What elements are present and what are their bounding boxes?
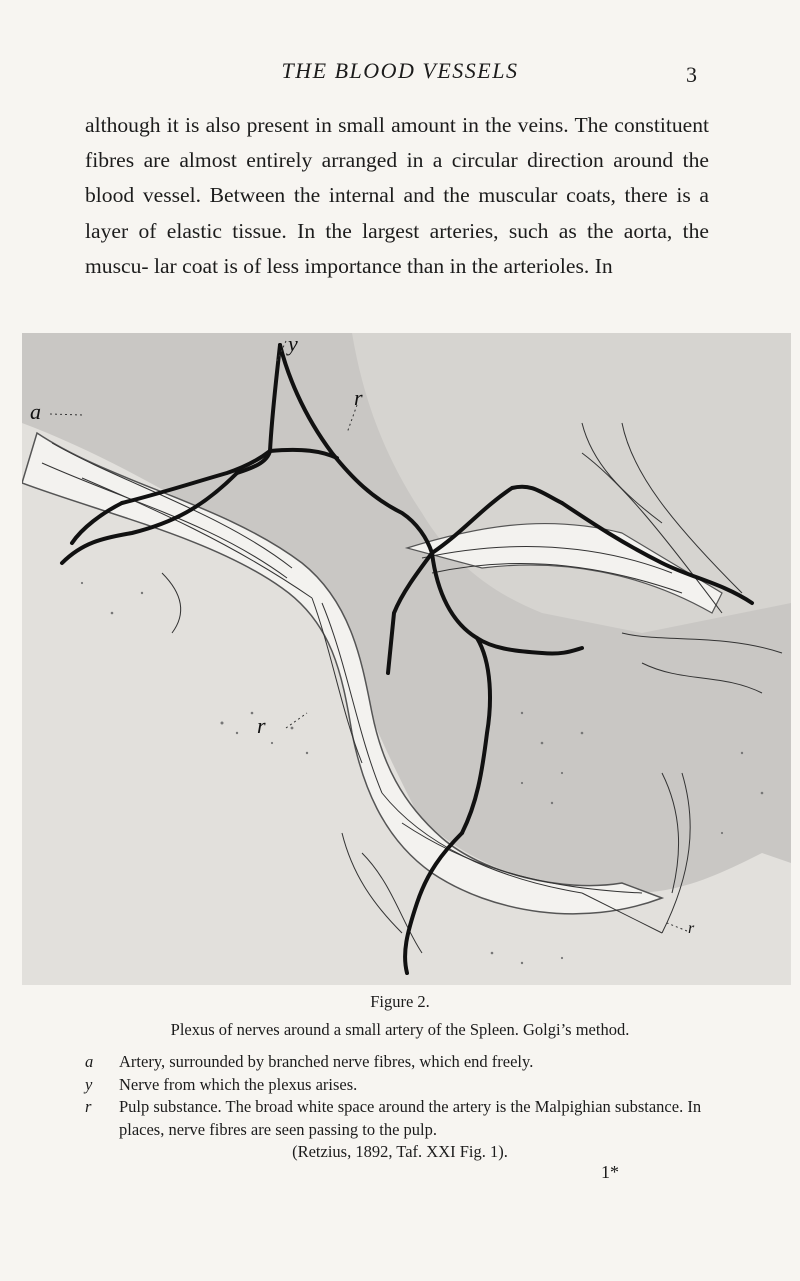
figure-label-a: a — [30, 399, 41, 424]
figure-title: Figure 2. — [370, 992, 430, 1011]
legend-text: Nerve from which the plexus arises. — [119, 1074, 358, 1094]
signature-mark: 1* — [601, 1162, 619, 1182]
body-paragraph: although it is also present in small amount in the veins. The constituent fibres are almost entirely arranged in a circular direction around the blood vessel. Between the internal and the muscular coats, there is a layer of elastic tissue. In the largest arteries, such as the aorta, the muscu- lar coat is of less importance than in the arterioles. In — [85, 113, 709, 278]
nerve-plexus-drawing — [22, 333, 791, 985]
legend-text: Pulp substance. The broad white space around the artery is the Malpighian substance. In places, nerve fibres are seen passing to the pulp. — [119, 1097, 702, 1139]
legend-item — [85, 1074, 725, 1097]
figure-legend — [85, 1051, 725, 1141]
page-number: 3 — [686, 62, 697, 87]
legend-key: a — [85, 1052, 94, 1071]
figure-label-r-left: r — [257, 713, 266, 738]
running-title: THE BLOOD VESSELS — [281, 58, 519, 83]
legend-item — [85, 1051, 725, 1074]
figure-illustration — [22, 333, 791, 985]
figure-label-r-right: r — [688, 920, 695, 937]
page-header — [0, 58, 800, 98]
body-text — [85, 108, 709, 284]
legend-item — [85, 1096, 725, 1141]
legend-key: y — [85, 1074, 93, 1094]
figure-label-r-top: r — [354, 385, 363, 410]
figure-label-y: y — [288, 333, 298, 356]
legend-text: Artery, surrounded by branched nerve fibres, which end freely. — [119, 1052, 534, 1071]
figure-citation: (Retzius, 1892, Taf. XXI Fig. 1). — [292, 1142, 508, 1161]
figure-caption: Plexus of nerves around a small artery of the Spleen. Golgi’s method. — [170, 1020, 630, 1039]
legend-key: r — [85, 1097, 92, 1116]
